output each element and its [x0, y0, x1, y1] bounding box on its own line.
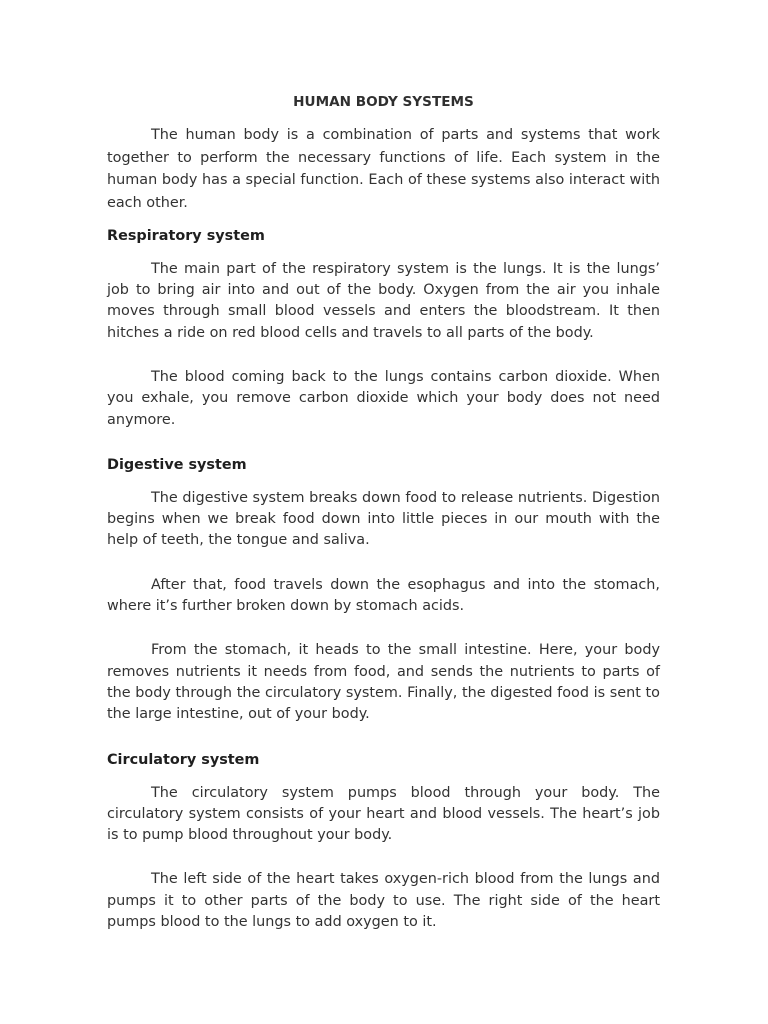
intro-paragraph: The human body is a combination of parts and systems that work together to perform the necessary functions of life. Each system in the human body has a special function. Each of these systems also interact with each other. — [107, 127, 660, 212]
respiratory-paragraph-1: The main part of the respiratory system is the lungs. It is the lungs’ job to bring air into and out of the body. Oxygen from the air you inhale moves through small blood vessels and enters the bloodstream. It then hitches a ride on red blood cells and travels to all parts of the body. — [107, 260, 660, 341]
document-title: HUMAN BODY SYSTEMS — [293, 94, 474, 110]
digestive-paragraph-1: The digestive system breaks down food to release nutrients. Digestion begins when we break food down into little pieces in our mouth with the help of teeth, the tongue and saliva. — [107, 489, 661, 549]
respiratory-paragraph-2: The blood coming back to the lungs contains carbon dioxide. When you exhale, you remove carbon dioxide which your body does not need anymore. — [107, 369, 660, 428]
document-page — [107, 92, 660, 933]
circulatory-paragraph-2: The left side of the heart takes oxygen-rich blood from the lungs and pumps it to other parts of the body to use. The right side of the heart pumps blood to the lungs to add oxygen to it. — [107, 871, 660, 931]
section-heading-respiratory: Respiratory system — [107, 227, 265, 244]
section-heading-digestive: Digestive system — [107, 456, 247, 473]
digestive-paragraph-3: From the stomach, it heads to the small intestine. Here, your body removes nutrients it needs from food, and sends the nutrients to parts of the body through the circulatory system. Finally, the digested food is sent to the large intestine, out of your body. — [107, 642, 660, 723]
circulatory-paragraph-1: The circulatory system pumps blood through your body. The circulatory system consists of your heart and blood vessels. The heart’s job is to pump blood throughout your body. — [107, 784, 660, 844]
section-heading-circulatory: Circulatory system — [107, 751, 260, 768]
digestive-paragraph-2: After that, food travels down the esophagus and into the stomach, where it’s further broken down by stomach acids. — [107, 576, 660, 615]
